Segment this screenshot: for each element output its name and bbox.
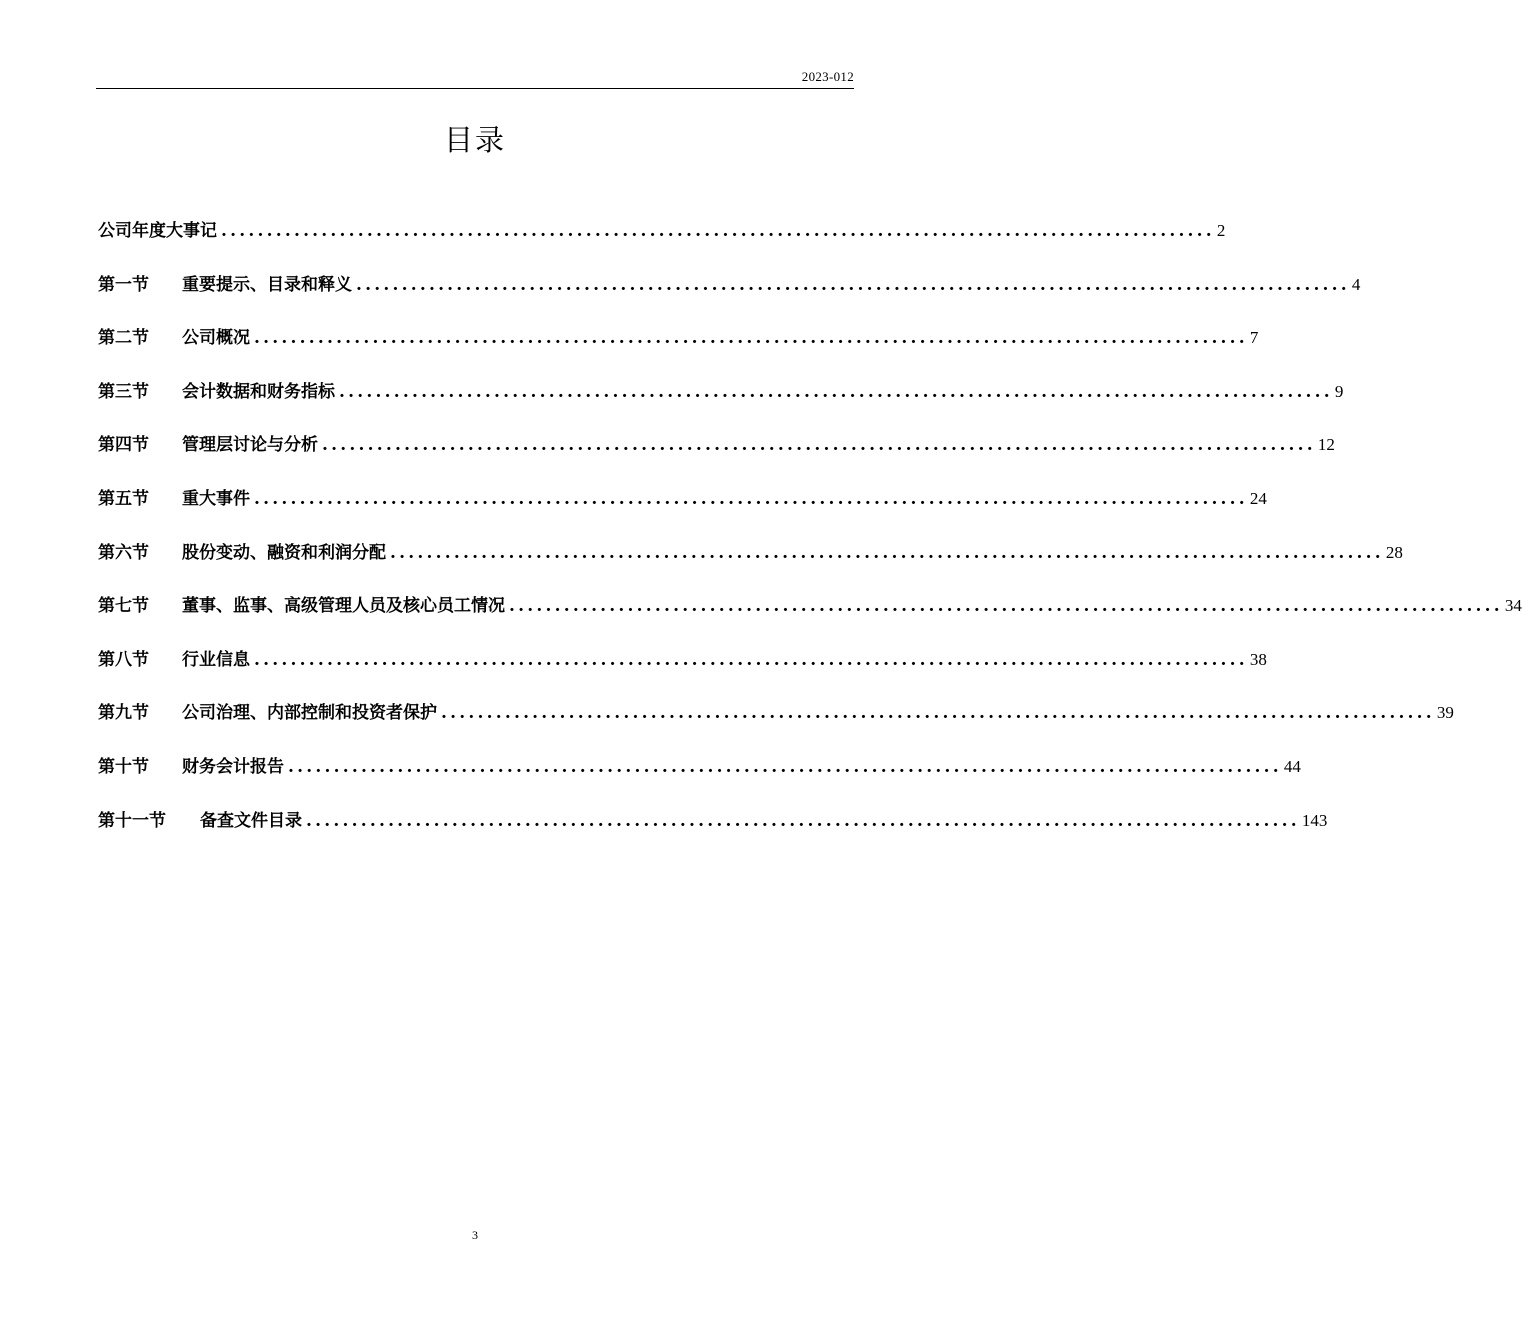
toc-entry-section-9[interactable] — [98, 699, 1454, 753]
toc-entry-page: 24 — [1249, 488, 1267, 508]
toc-entry-section: 第五节 — [98, 488, 149, 509]
toc-entry-title: 重要提示、目录和释义 — [182, 274, 352, 295]
toc-entry-section: 第七节 — [98, 596, 149, 617]
toc-entry-page: 4 — [1351, 274, 1361, 294]
page-title: 目录 — [443, 123, 506, 157]
toc-entry-section-2[interactable] — [98, 324, 1259, 378]
toc-entry-section: 第九节 — [98, 703, 149, 724]
toc-entry-title: 财务会计报告 — [182, 756, 284, 777]
toc-entry-section: 第四节 — [98, 435, 149, 456]
toc-leader-dots: ............................................................................................................. — [390, 542, 1384, 563]
toc-entry-title: 管理层讨论与分析 — [182, 435, 318, 456]
toc-entry-section-3[interactable] — [98, 378, 1344, 432]
toc-leader-dots: ............................................................................................................. — [509, 596, 1503, 617]
toc-entry-section-4[interactable] — [98, 431, 1335, 485]
toc-entry-page: 44 — [1283, 756, 1301, 776]
toc-leader-dots: ............................................................................................................. — [254, 649, 1248, 670]
toc-entry-section-8[interactable] — [98, 646, 1267, 700]
toc-entry-page: 34 — [1504, 596, 1522, 616]
toc-entry-section-6[interactable] — [98, 539, 1403, 593]
toc-entry-section-1[interactable] — [98, 271, 1361, 325]
toc-entry-section: 第八节 — [98, 649, 149, 670]
toc-entry-title: 公司治理、内部控制和投资者保护 — [182, 703, 437, 724]
toc-entry-page: 12 — [1317, 435, 1335, 455]
toc-entry-section: 第三节 — [98, 381, 149, 402]
toc-leader-dots: ............................................................................................................. — [441, 703, 1435, 724]
toc-entry-section-7[interactable] — [98, 592, 1522, 646]
toc-leader-dots: ............................................................................................................. — [339, 381, 1333, 402]
toc-entry-section: 第十节 — [98, 756, 149, 777]
toc-entry-page: 9 — [1334, 381, 1344, 401]
toc-leader-dots: ............................................................................................................. — [306, 810, 1300, 831]
toc-entry-page: 39 — [1436, 703, 1454, 723]
toc-leader-dots: ............................................................................................................. — [356, 274, 1350, 295]
page-number: 3 — [472, 1228, 478, 1242]
toc-entry-page: 7 — [1249, 328, 1259, 348]
toc-entry-section-11[interactable] — [98, 807, 1328, 861]
toc-entry-page: 38 — [1249, 649, 1267, 669]
toc-entry-title: 会计数据和财务指标 — [182, 381, 335, 402]
toc-entry-section: 第六节 — [98, 542, 149, 563]
toc-entry-section: 第一节 — [98, 274, 149, 295]
toc-entry-section-5[interactable] — [98, 485, 1267, 539]
toc-leader-dots: ............................................................................................................. — [254, 328, 1248, 349]
toc-entry-title: 重大事件 — [182, 488, 250, 509]
toc-leader-dots: ............................................................................................................. — [221, 221, 1215, 241]
toc-leader-dots: ............................................................................................................. — [254, 488, 1248, 509]
toc-entry-highlights[interactable] — [98, 217, 1226, 271]
toc-entry-section-10[interactable] — [98, 753, 1301, 807]
toc-leader-dots: ............................................................................................................. — [322, 435, 1316, 456]
toc-entry-title: 备查文件目录 — [200, 810, 302, 831]
toc-entry-page: 2 — [1216, 221, 1226, 240]
toc-entry-section: 第二节 — [98, 328, 149, 349]
toc-entry-title: 公司年度大事记 — [98, 221, 217, 241]
toc-leader-dots: ............................................................................................................. — [288, 756, 1282, 777]
toc-entry-title: 董事、监事、高级管理人员及核心员工情况 — [182, 596, 505, 617]
header-divider — [96, 88, 854, 89]
toc-entry-page: 28 — [1385, 542, 1403, 562]
document-code: 2023-012 — [801, 69, 854, 84]
toc-entry-title: 公司概况 — [182, 328, 250, 349]
toc-entry-title: 股份变动、融资和利润分配 — [182, 542, 386, 563]
table-of-contents — [98, 217, 1522, 860]
toc-entry-title: 行业信息 — [182, 649, 250, 670]
toc-entry-section: 第十一节 — [98, 810, 166, 831]
toc-entry-page: 143 — [1301, 810, 1328, 830]
